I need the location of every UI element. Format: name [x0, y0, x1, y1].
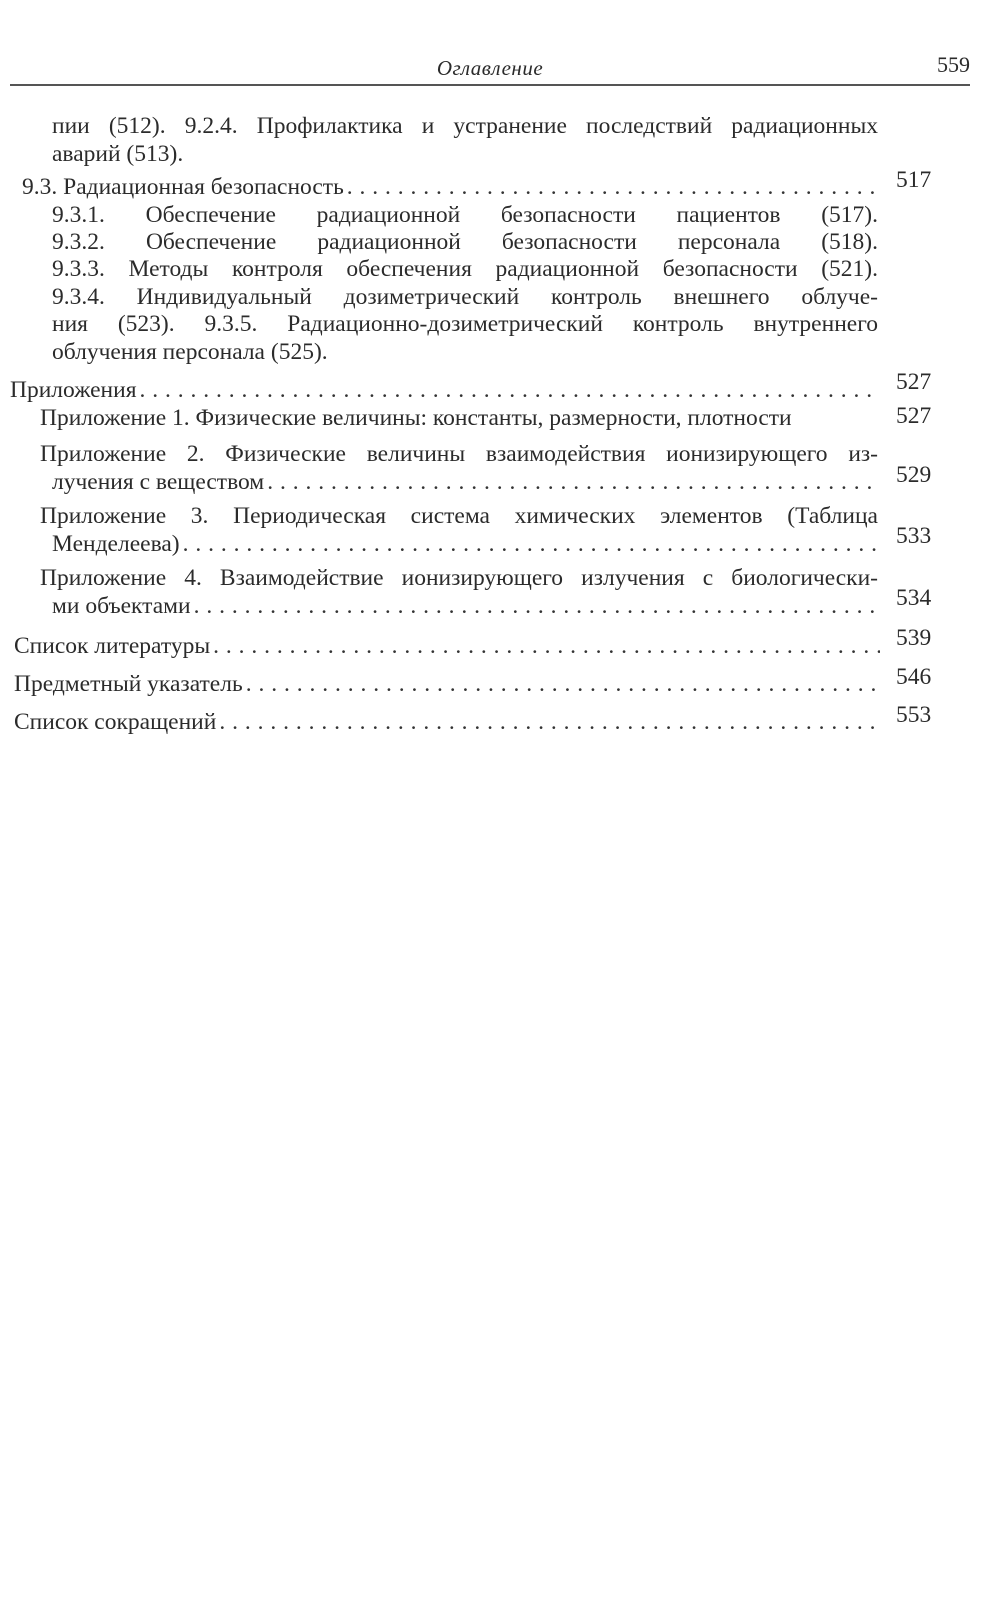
toc-entry-label: Список сокращений	[14, 709, 217, 735]
dot-leader	[183, 530, 880, 558]
toc-entry-subject-index[interactable]	[14, 670, 888, 698]
toc-subsection-line: облучения персонала (525).	[52, 339, 328, 365]
toc-entry-appendix-1[interactable]: Приложение 1. Физические величины: константы, размерности, плотности	[40, 405, 792, 431]
toc-subsection-line: 9.3.1. Обеспечение радиационной безопасности пациентов (517).	[52, 202, 878, 228]
toc-subsection-line: 9.3.4. Индивидуальный дозиметрический контроль внешнего облуче-	[52, 284, 878, 310]
toc-subsection-line: 9.3.3. Методы контроля обеспечения радиационной безопасности (521).	[52, 256, 878, 282]
dot-leader	[219, 708, 880, 736]
toc-entry-9-3[interactable]	[22, 173, 888, 201]
toc-entry-appendix-2[interactable]: Приложение 2. Физические величины взаимодействия ионизирующего из-	[40, 441, 878, 467]
toc-entry-appendix-3[interactable]: Приложение 3. Периодическая система химических элементов (Таблица	[40, 503, 878, 529]
page-number: 559	[937, 52, 970, 77]
toc-page-number: 553	[896, 702, 932, 728]
toc-subsection-line: 9.3.2. Обеспечение радиационной безопасности персонала (518).	[52, 229, 878, 255]
toc-page-number: 546	[896, 664, 932, 690]
toc-entry-appendix-4[interactable]: Приложение 4. Взаимодействие ионизирующего излучения с биологически-	[40, 565, 878, 591]
dot-leader	[194, 592, 880, 620]
toc-entry-references[interactable]	[14, 632, 888, 660]
toc-page-number: 527	[896, 369, 932, 395]
toc-page-number: 517	[896, 167, 932, 193]
toc-entry-appendix-4-cont[interactable]	[52, 592, 888, 620]
toc-entry-label: ми объектами	[52, 593, 191, 619]
dot-leader	[246, 670, 880, 698]
toc-entry-abbreviations[interactable]	[14, 708, 888, 736]
toc-entry-label: Предметный указатель	[14, 671, 243, 697]
toc-entry-appendix-2-cont[interactable]	[52, 468, 888, 496]
toc-page-number: 534	[896, 585, 932, 611]
toc-continuation-line: пии (512). 9.2.4. Профилактика и устранение последствий радиационных	[52, 113, 878, 139]
toc-page-number: 527	[896, 403, 932, 429]
toc-continuation-line: аварий (513).	[52, 141, 184, 167]
toc-page-number: 533	[896, 523, 932, 549]
dot-leader	[140, 376, 880, 404]
toc-entry-label: 9.3. Радиационная безопасность	[22, 174, 344, 200]
toc-entry-label: лучения с веществом	[52, 469, 265, 495]
toc-page-number: 539	[896, 625, 932, 651]
toc-entry-label: Приложения	[10, 377, 137, 403]
toc-entry-label: Менделеева)	[52, 531, 180, 557]
dot-leader	[267, 468, 880, 496]
toc-entry-label: Список литературы	[14, 633, 211, 659]
toc-entry-appendix-3-cont[interactable]	[52, 530, 888, 558]
toc-subsection-line: ния (523). 9.3.5. Радиационно-дозиметрический контроль внутреннего	[52, 311, 878, 337]
toc-page-number: 529	[896, 462, 932, 488]
running-title: Оглавление	[436, 56, 544, 80]
toc-entry-appendices[interactable]	[10, 376, 888, 404]
dot-leader	[347, 173, 880, 201]
dot-leader	[213, 632, 880, 660]
running-header	[10, 52, 970, 86]
